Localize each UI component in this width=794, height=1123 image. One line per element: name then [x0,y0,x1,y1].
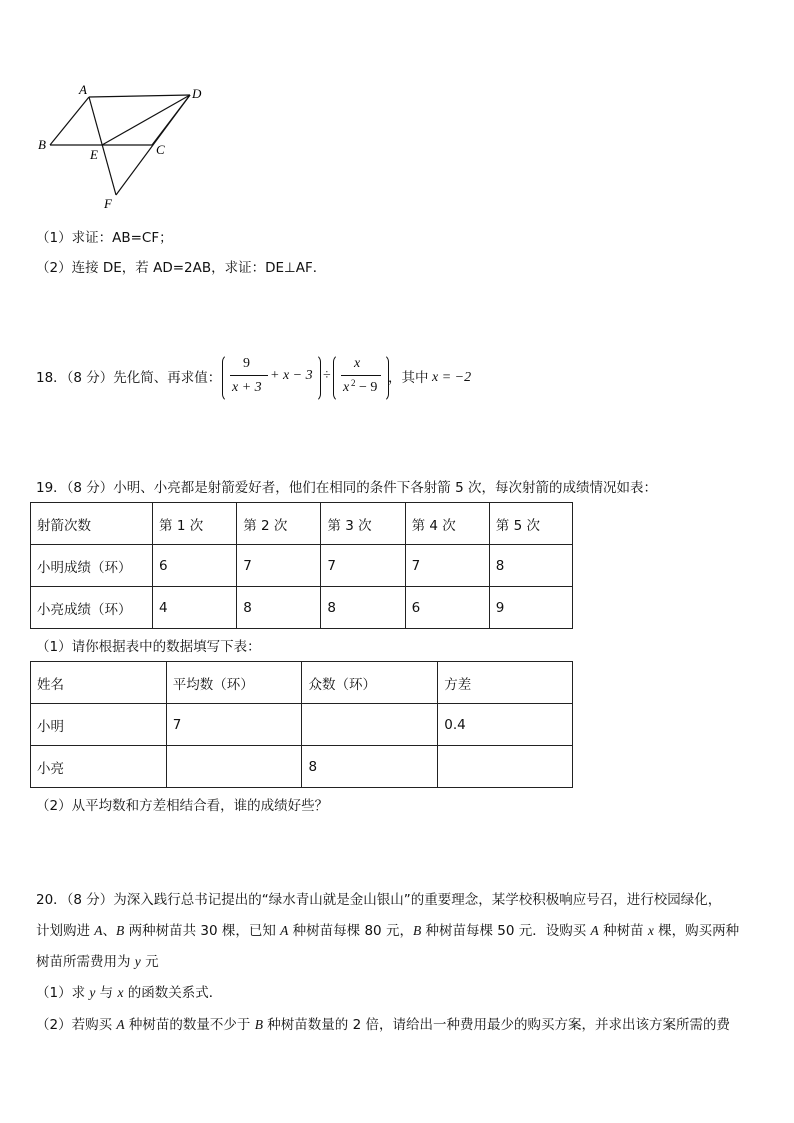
table-cell: 小明成绩（环） [31,545,153,587]
left-paren-1 [222,354,230,402]
table-cell: 6 [405,587,489,629]
table-row [31,704,573,746]
var-y: y [89,985,96,1000]
stats-table [30,661,573,788]
geometry-figure [30,80,220,215]
var-b: B [412,923,422,938]
table-cell [302,704,438,746]
table-cell [166,746,302,788]
q18-num2: x [354,356,361,371]
q20-line2-b: 两种树苗共 30 棵，已知 [124,923,281,939]
table-cell: 8 [321,587,405,629]
q19-part2: （2）从平均数和方差相结合看，谁的成绩好些？ [36,798,329,814]
left-paren-2 [333,354,341,402]
table-cell: 7 [237,545,321,587]
q20-part1-a: （1）求 [36,985,90,1001]
q20-part2 [36,1015,730,1035]
q18-den2-exp: 2 [351,378,356,388]
segment-ed [102,95,190,145]
q20-line2 [36,921,739,941]
q20-line2-e-prefix: 种树苗 [598,923,648,939]
label-e: E [90,147,98,162]
frac-bar-1 [230,375,268,376]
label-a: A [79,82,87,97]
q18-den1: x + 3 [232,380,262,395]
q18-condition: x = −2 [432,370,472,385]
table-cell: 姓名 [31,662,167,704]
q18-den2-rest: − 9 [359,380,378,395]
q19-stem: 19．（8 分）小明、小亮都是射箭爱好者，他们在相同的条件下各射箭 5 次，每次射箭的成绩情况如表： [36,480,657,496]
table-cell: 7 [405,545,489,587]
q20-line2-e: 棵，购买两种 [653,923,740,939]
var-y: y [134,954,141,969]
table-cell: 平均数（环） [166,662,302,704]
table-cell: 射箭次数 [31,503,153,545]
table-cell: 第 2 次 [237,503,321,545]
table-cell: 第 3 次 [321,503,405,545]
q17-part1: （1）求证：AB=CF； [36,230,173,246]
q20-part2-a: （2）若购买 [36,1017,117,1033]
label-f: F [104,196,112,211]
q20-line2-d: 种树苗每棵 50 元．设购买 [421,923,591,939]
label-d: D [192,86,202,101]
table-cell: 小亮成绩（环） [31,587,153,629]
segment-ab [50,97,89,145]
table-cell: 6 [153,545,237,587]
q20-line3-b: 元 [140,954,159,970]
q20-line2-a: 计划购进 [36,923,95,939]
var-a: A [116,1017,125,1032]
var-a: A [590,923,599,938]
table-cell: 众数（环） [302,662,438,704]
q20-part1-c: 的函数关系式． [123,985,223,1001]
table-header-row [31,503,573,545]
table-cell [438,746,573,788]
table-cell: 7 [321,545,405,587]
q18-plus-part: + x − 3 [270,368,313,383]
table-cell: 第 5 次 [489,503,572,545]
var-a: A [94,923,103,938]
q20-part1 [36,983,222,1003]
q17-part2: （2）连接 DE，若 AD=2AB，求证：DE⊥AF． [36,260,327,276]
table-row [31,545,573,587]
var-x: x [117,985,124,1000]
segment-ad [89,95,190,97]
label-c: C [156,142,165,157]
var-b: B [254,1017,263,1032]
var-x: x [647,923,654,938]
table-cell: 8 [302,746,438,788]
q20-part1-b: 与 [95,985,118,1001]
q20-line2-c: 种树苗每棵 80 元， [288,923,413,939]
q20-part2-b: 种树苗的数量不少于 [124,1017,255,1033]
table-cell: 8 [489,545,572,587]
table-cell: 0.4 [438,704,573,746]
q20-line3-a: 树苗所需费用为 [36,954,135,970]
table-cell: 7 [166,704,302,746]
q18-suffix: ，其中 [388,370,429,386]
table-header-row [31,662,573,704]
q18-den2-base: x [343,380,350,395]
right-paren-1 [313,354,321,402]
table-cell: 小明 [31,704,167,746]
q20-part2-c: 种树苗数量的 2 倍，请给出一种费用最少的购买方案，并求出该方案所需的费 [262,1017,730,1033]
var-b: B [116,923,125,938]
var-a: A [280,923,289,938]
frac-bar-2 [341,375,381,376]
segment-af [89,97,116,195]
table-cell: 小亮 [31,746,167,788]
table-row [31,587,573,629]
table-cell: 第 4 次 [405,503,489,545]
table-cell: 第 1 次 [153,503,237,545]
q18-div: ÷ [323,368,331,383]
q18-num1: 9 [243,356,250,371]
table-cell: 9 [489,587,572,629]
q19-part1: （1）请你根据表中的数据填写下表： [36,639,261,655]
table-row [31,746,573,788]
q20-line1: 20．（8 分）为深入践行总书记提出的“绿水青山就是金山银山”的重要理念，某学校积极响应号召，进行校园绿化， [36,892,722,908]
scores-table [30,502,573,629]
table-cell: 8 [237,587,321,629]
table-cell: 方差 [438,662,573,704]
q20-line3 [36,952,159,972]
sep: 、 [102,923,117,939]
table-cell: 4 [153,587,237,629]
label-b: B [38,137,46,152]
q18-prefix: 18．（8 分）先化简、再求值： [36,370,222,386]
